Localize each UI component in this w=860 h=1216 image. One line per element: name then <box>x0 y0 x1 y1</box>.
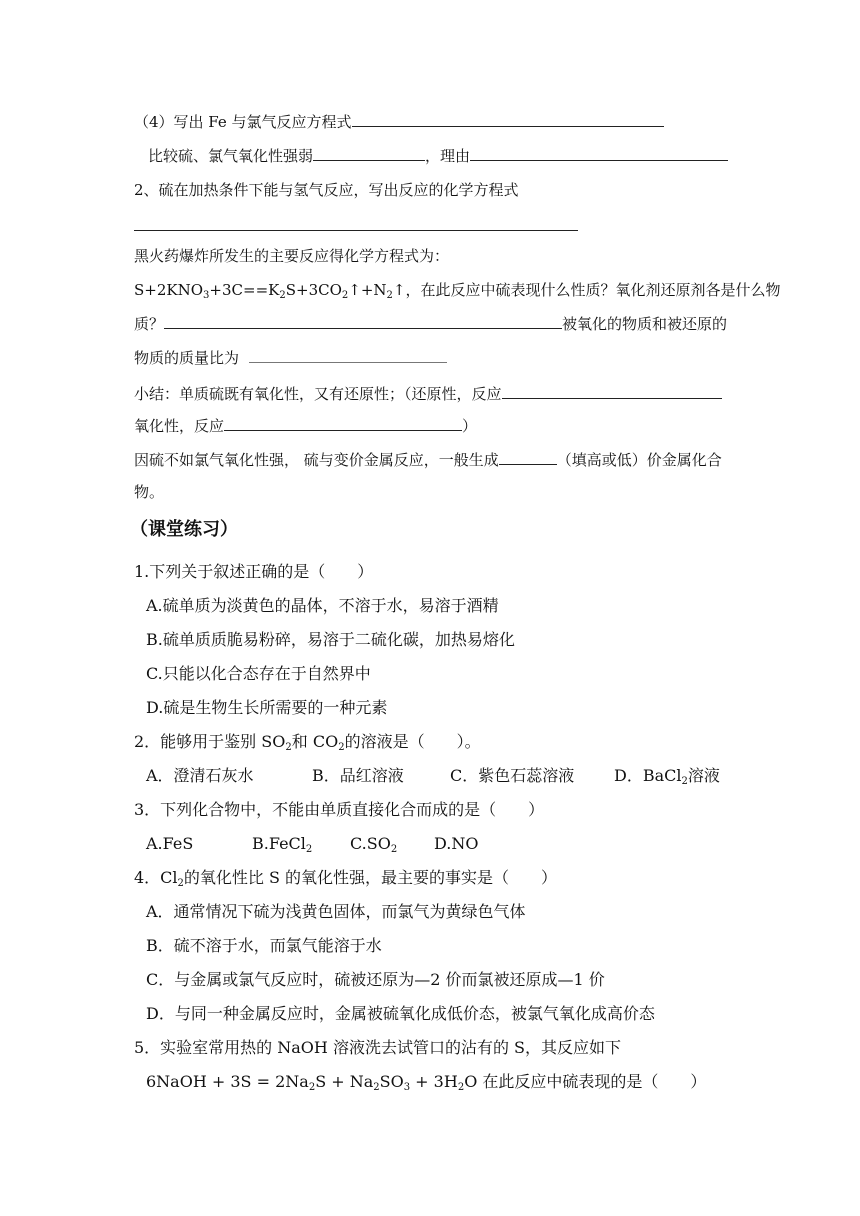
exercise-5: 5．实验室常用热的 NaOH 溶液洗去试管口的沾有的 S，其反应如下 <box>134 1038 622 1057</box>
option-text: B.FeCl <box>252 834 306 853</box>
exercise-1-option-d[interactable]: D.硫是生物生长所需要的一种元素 <box>146 698 388 717</box>
exercise-3-option-a[interactable]: A.FeS <box>146 834 194 853</box>
equation-part: SO <box>379 1072 404 1091</box>
equation-subscript: 2 <box>386 290 393 301</box>
valence-line <box>134 450 722 470</box>
valence-text-tail: （填高或低）价金属化合 <box>556 451 722 469</box>
fe-chlorine-answer-blank[interactable] <box>352 113 664 127</box>
exercise-3-option-c[interactable] <box>350 834 397 854</box>
subscript: 2 <box>338 742 345 753</box>
equation-question: ↑，在此反应中硫表现什么性质？氧化剂还原剂各是什么物 <box>392 281 781 299</box>
fe-chlorine-text: （4）写出 Fe 与氯气反应方程式 <box>134 113 352 131</box>
exercise-4-text: 4．Cl <box>134 868 178 887</box>
option-text: 溶液 <box>687 766 720 785</box>
equation-part: 6NaOH + 3S = 2Na <box>146 1072 309 1091</box>
mass-ratio-blank[interactable] <box>249 349 447 363</box>
reason-answer-blank[interactable] <box>470 147 728 161</box>
exercise-4-option-b[interactable]: B．硫不溶于水，而氯气能溶于水 <box>146 936 382 955</box>
option-text: C.SO <box>350 834 391 853</box>
exercise-1: 1.下列关于叙述正确的是（ ） <box>134 562 374 581</box>
exercise-1-option-c[interactable]: C.只能以化合态存在于自然界中 <box>146 664 371 683</box>
exercise-4-option-c[interactable]: C．与金属或氯气反应时，硫被还原为—2 价而氯被还原成—1 价 <box>146 970 605 989</box>
equation-subscript: 2 <box>279 290 286 301</box>
blackpowder-intro: 黑火药爆炸所发生的主要反应得化学方程式为： <box>134 247 450 265</box>
exercise-3-option-d[interactable]: D.NO <box>434 834 479 853</box>
exercise-2-text: 和 CO <box>291 732 339 751</box>
subscript: 2 <box>285 742 292 753</box>
blackpowder-equation-line <box>134 280 780 300</box>
compare-oxidizing-line <box>148 146 728 166</box>
subscript: 2 <box>177 878 184 889</box>
compare-text: 比较硫、氯气氧化性强弱 <box>148 147 314 165</box>
exercise-3: 3．下列化合物中，不能由单质直接化合而成的是（ ） <box>134 800 545 819</box>
oxidant-answer-blank[interactable] <box>164 315 562 329</box>
exercise-5-equation <box>146 1072 706 1092</box>
subscript: 2 <box>373 1082 380 1093</box>
valence-line-end: 物。 <box>134 483 165 501</box>
summary-text: 小结：单质硫既有氧化性，又有还原性；（还原性，反应 <box>134 385 502 403</box>
mass-ratio-line <box>134 348 447 368</box>
fe-chlorine-question <box>134 112 664 132</box>
mass-ratio-text: 物质的质量比为 <box>134 349 240 367</box>
subscript: 2 <box>305 844 313 855</box>
valence-text: 因硫不如氯气氧化性强， 硫与变价金属反应，一般生成 <box>134 451 499 469</box>
exercise-2-text: 的溶液是（ ）。 <box>344 732 481 751</box>
equation-part: S+3CO <box>285 281 342 299</box>
section-title: （课堂练习） <box>130 519 238 540</box>
valence-blank[interactable] <box>499 451 557 465</box>
equation-part: S+2KNO <box>134 281 204 299</box>
exercise-2-option-d[interactable] <box>614 766 720 786</box>
equation-subscript: 2 <box>341 290 349 301</box>
equation-question: O 在此反应中硫表现的是（ ） <box>464 1072 707 1091</box>
hydrogen-answer-blank[interactable] <box>134 230 578 231</box>
exercise-2 <box>134 732 481 752</box>
summary-close: ） <box>462 417 478 435</box>
exercise-2-option-b[interactable]: B．品红溶液 <box>312 766 404 785</box>
subscript: 2 <box>681 776 688 787</box>
subscript: 2 <box>308 1082 316 1093</box>
reducing-reaction-blank[interactable] <box>502 385 722 399</box>
exercise-4-option-d[interactable]: D．与同一种金属反应时，金属被硫氧化成低价态，被氯气氧化成高价态 <box>146 1004 655 1023</box>
subscript: 3 <box>403 1082 411 1093</box>
equation-part: +3C==K <box>209 281 280 299</box>
equation-part: S + Na <box>315 1072 374 1091</box>
summary-text: 氧化性，反应 <box>134 417 225 435</box>
exercise-2-option-c[interactable]: C．紫色石蕊溶液 <box>450 766 575 785</box>
oxidant-question: 质？ <box>134 315 165 333</box>
equation-subscript: 3 <box>203 290 210 301</box>
subscript: 2 <box>457 1082 465 1093</box>
exercise-1-option-b[interactable]: B.硫单质质脆易粉碎，易溶于二硫化碳，加热易熔化 <box>146 630 515 649</box>
exercise-3-option-b[interactable] <box>252 834 312 854</box>
exercise-4 <box>134 868 557 888</box>
reason-text: ，理由 <box>425 147 471 165</box>
exercise-1-option-a[interactable]: A.硫单质为淡黄色的晶体，不溶于水，易溶于酒精 <box>146 596 499 615</box>
hydrogen-question: 2、硫在加热条件下能与氢气反应，写出反应的化学方程式 <box>134 181 519 199</box>
exercise-4-text: 的氧化性比 S 的氧化性强，最主要的事实是（ ） <box>183 868 558 887</box>
subscript: 2 <box>390 844 398 855</box>
equation-part: + 3H <box>410 1072 458 1091</box>
compare-answer-blank[interactable] <box>313 147 425 161</box>
exercise-2-text: 2．能够用于鉴别 SO <box>134 732 286 751</box>
exercise-4-option-a[interactable]: A．通常情况下硫为浅黄色固体，而氯气为黄绿色气体 <box>146 902 526 921</box>
summary-line-2 <box>134 416 477 436</box>
exercise-2-option-a[interactable]: A．澄清石灰水 <box>146 766 254 785</box>
oxidant-line <box>134 314 727 334</box>
oxidized-question: 被氧化的物质和被还原的 <box>562 315 728 333</box>
summary-line-1 <box>134 384 722 404</box>
option-text: D．BaCl <box>614 766 682 785</box>
equation-part: ↑+N <box>348 281 387 299</box>
oxidizing-reaction-blank[interactable] <box>224 417 462 431</box>
